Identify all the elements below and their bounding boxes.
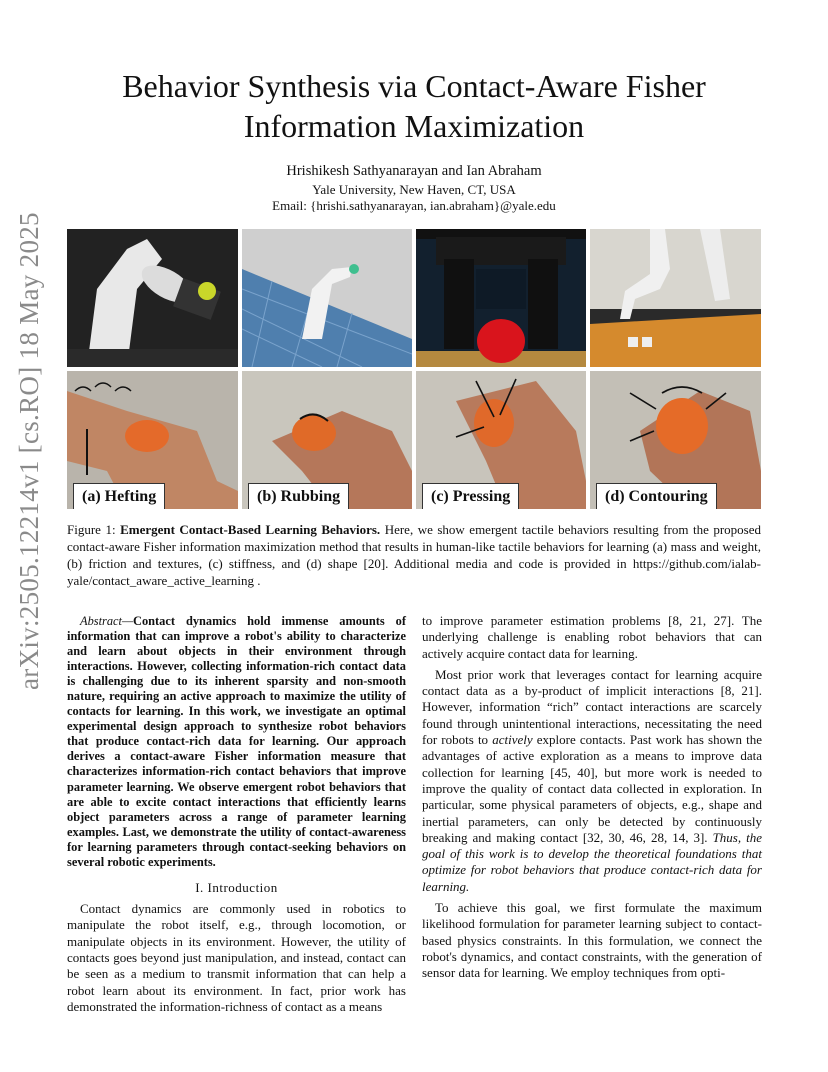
- photo-contouring-robot: [590, 229, 761, 367]
- abstract-label: Abstract—: [80, 614, 134, 628]
- figure-1: [67, 229, 761, 509]
- figure-caption: [67, 521, 761, 589]
- photo-contouring-hand: [590, 371, 761, 509]
- figure-label-a: (a) Hefting: [73, 483, 165, 509]
- photo-rubbing-sim: [242, 229, 412, 367]
- left-column: [67, 614, 406, 1015]
- right-paragraph-2: To achieve this goal, we first formulate the maximum likelihood formulation for parameter learning subject to contact-based physics constraints. In this formulation, we connect the robot's dynamics, and contact constraints, with the generation of sensor data for learning. We employ techniques from opti-: [422, 900, 762, 981]
- paper-title: Behavior Synthesis via Contact-Aware Fisher Information Maximization: [122, 68, 706, 144]
- intro-paragraph-1: Contact dynamics are commonly used in robotics to manipulate the robot itself, e.g., through locomotion, or manipulate objects in its environment. However, the utility of contacts goes beyond just manipulation, and instead, contact can be seen as a medium to transmit information that can help a robot learn about its environment. In fact, prior work has demonstrated the information-richness of contact as a means: [67, 901, 406, 1014]
- email: Email: {hrishi.sathyanarayan, ian.abraham}@yale.edu: [272, 198, 556, 213]
- right-paragraph-0: to improve parameter estimation problems [8, 21, 27]. The underlying challenge is enabling robot behaviors that can actively acquire contact data for learning.: [422, 613, 762, 661]
- authors: Hrishikesh Sathyanarayan and Ian Abraham: [286, 163, 542, 179]
- photo-pressing-gripper: [416, 229, 586, 367]
- abstract: [67, 614, 406, 870]
- photo-hefting-robot: [67, 229, 238, 367]
- photo-pressing-hand: [416, 371, 586, 509]
- section-heading-introduction: I. Introduction: [195, 879, 278, 895]
- figure-caption-label: Figure 1:: [67, 522, 116, 537]
- photo-rubbing-hand: [242, 371, 412, 509]
- affiliation: Yale University, New Haven, CT, USA: [312, 182, 516, 197]
- abstract-text: Contact dynamics hold immense amounts of information that can improve a robot's ability to characterize and learn about objects in their environment through interactions. However, collecting information-rich contact data is challenging due to its inherent sparsity and non-smooth nature, requiring an active approach to maximize the utility of contacts for learning. In this work, we investigate an optimal experimental design approach to synthesize robot behaviors that produce contact-rich data for learning. Our approach derives a contact-aware Fisher information measure that characterizes information-rich contact behaviors that improve parameter learning. We observe emergent robot behaviors that are able to excite contact interactions that efficiently learns object parameters across a range of parameter learning examples. Last, we demonstrate the utility of contact-awareness for learning parameters through contact-seeking behaviors on several robotic experiments.: [67, 614, 406, 869]
- figure-label-d: (d) Contouring: [596, 483, 717, 509]
- figure-label-b: (b) Rubbing: [248, 483, 349, 509]
- figure-caption-text: Here, we show emergent tactile behaviors resulting from the proposed contact-aware Fisher information maximization method that results in human-like tactile behaviors for learning (a) mass and weight, (b) friction and textures, (c) stiffness, and (d) shape [20]. Additional media and code is provided in https://github.com/ialab-yale/contact_aware_active_learning .: [67, 522, 762, 588]
- right-paragraph-1: Most prior work that leverages contact for learning acquire contact data as a by-product of implicit interactions [8, 21]. However, information “rich” contact interactions are scarcely found through unintentional interactions, necessitating the need for robots to actively explore contacts. Past work has shown the advantages of active exploration as a means to improve data collection for learning [45, 40], but more work is needed to improve the quality of contact data collected in exploration. In particular, some physical parameters of objects, e.g., shape and inertial parameters, can only be detected by continuously breaking and making contact [32, 30, 46, 28, 14, 3]. Thus, the goal of this work is to develop the theoretical foundations that optimize for robot behaviors that produce contact-rich data for learning.: [422, 666, 763, 894]
- right-column: [422, 613, 762, 982]
- figure-caption-title: Emergent Contact-Based Learning Behaviors.: [120, 522, 381, 537]
- figure-label-c: (c) Pressing: [422, 483, 519, 509]
- arxiv-stamp: arXiv:2505.12214v1 [cs.RO] 18 May 2025: [14, 212, 44, 690]
- photo-hefting-hand: [67, 371, 238, 509]
